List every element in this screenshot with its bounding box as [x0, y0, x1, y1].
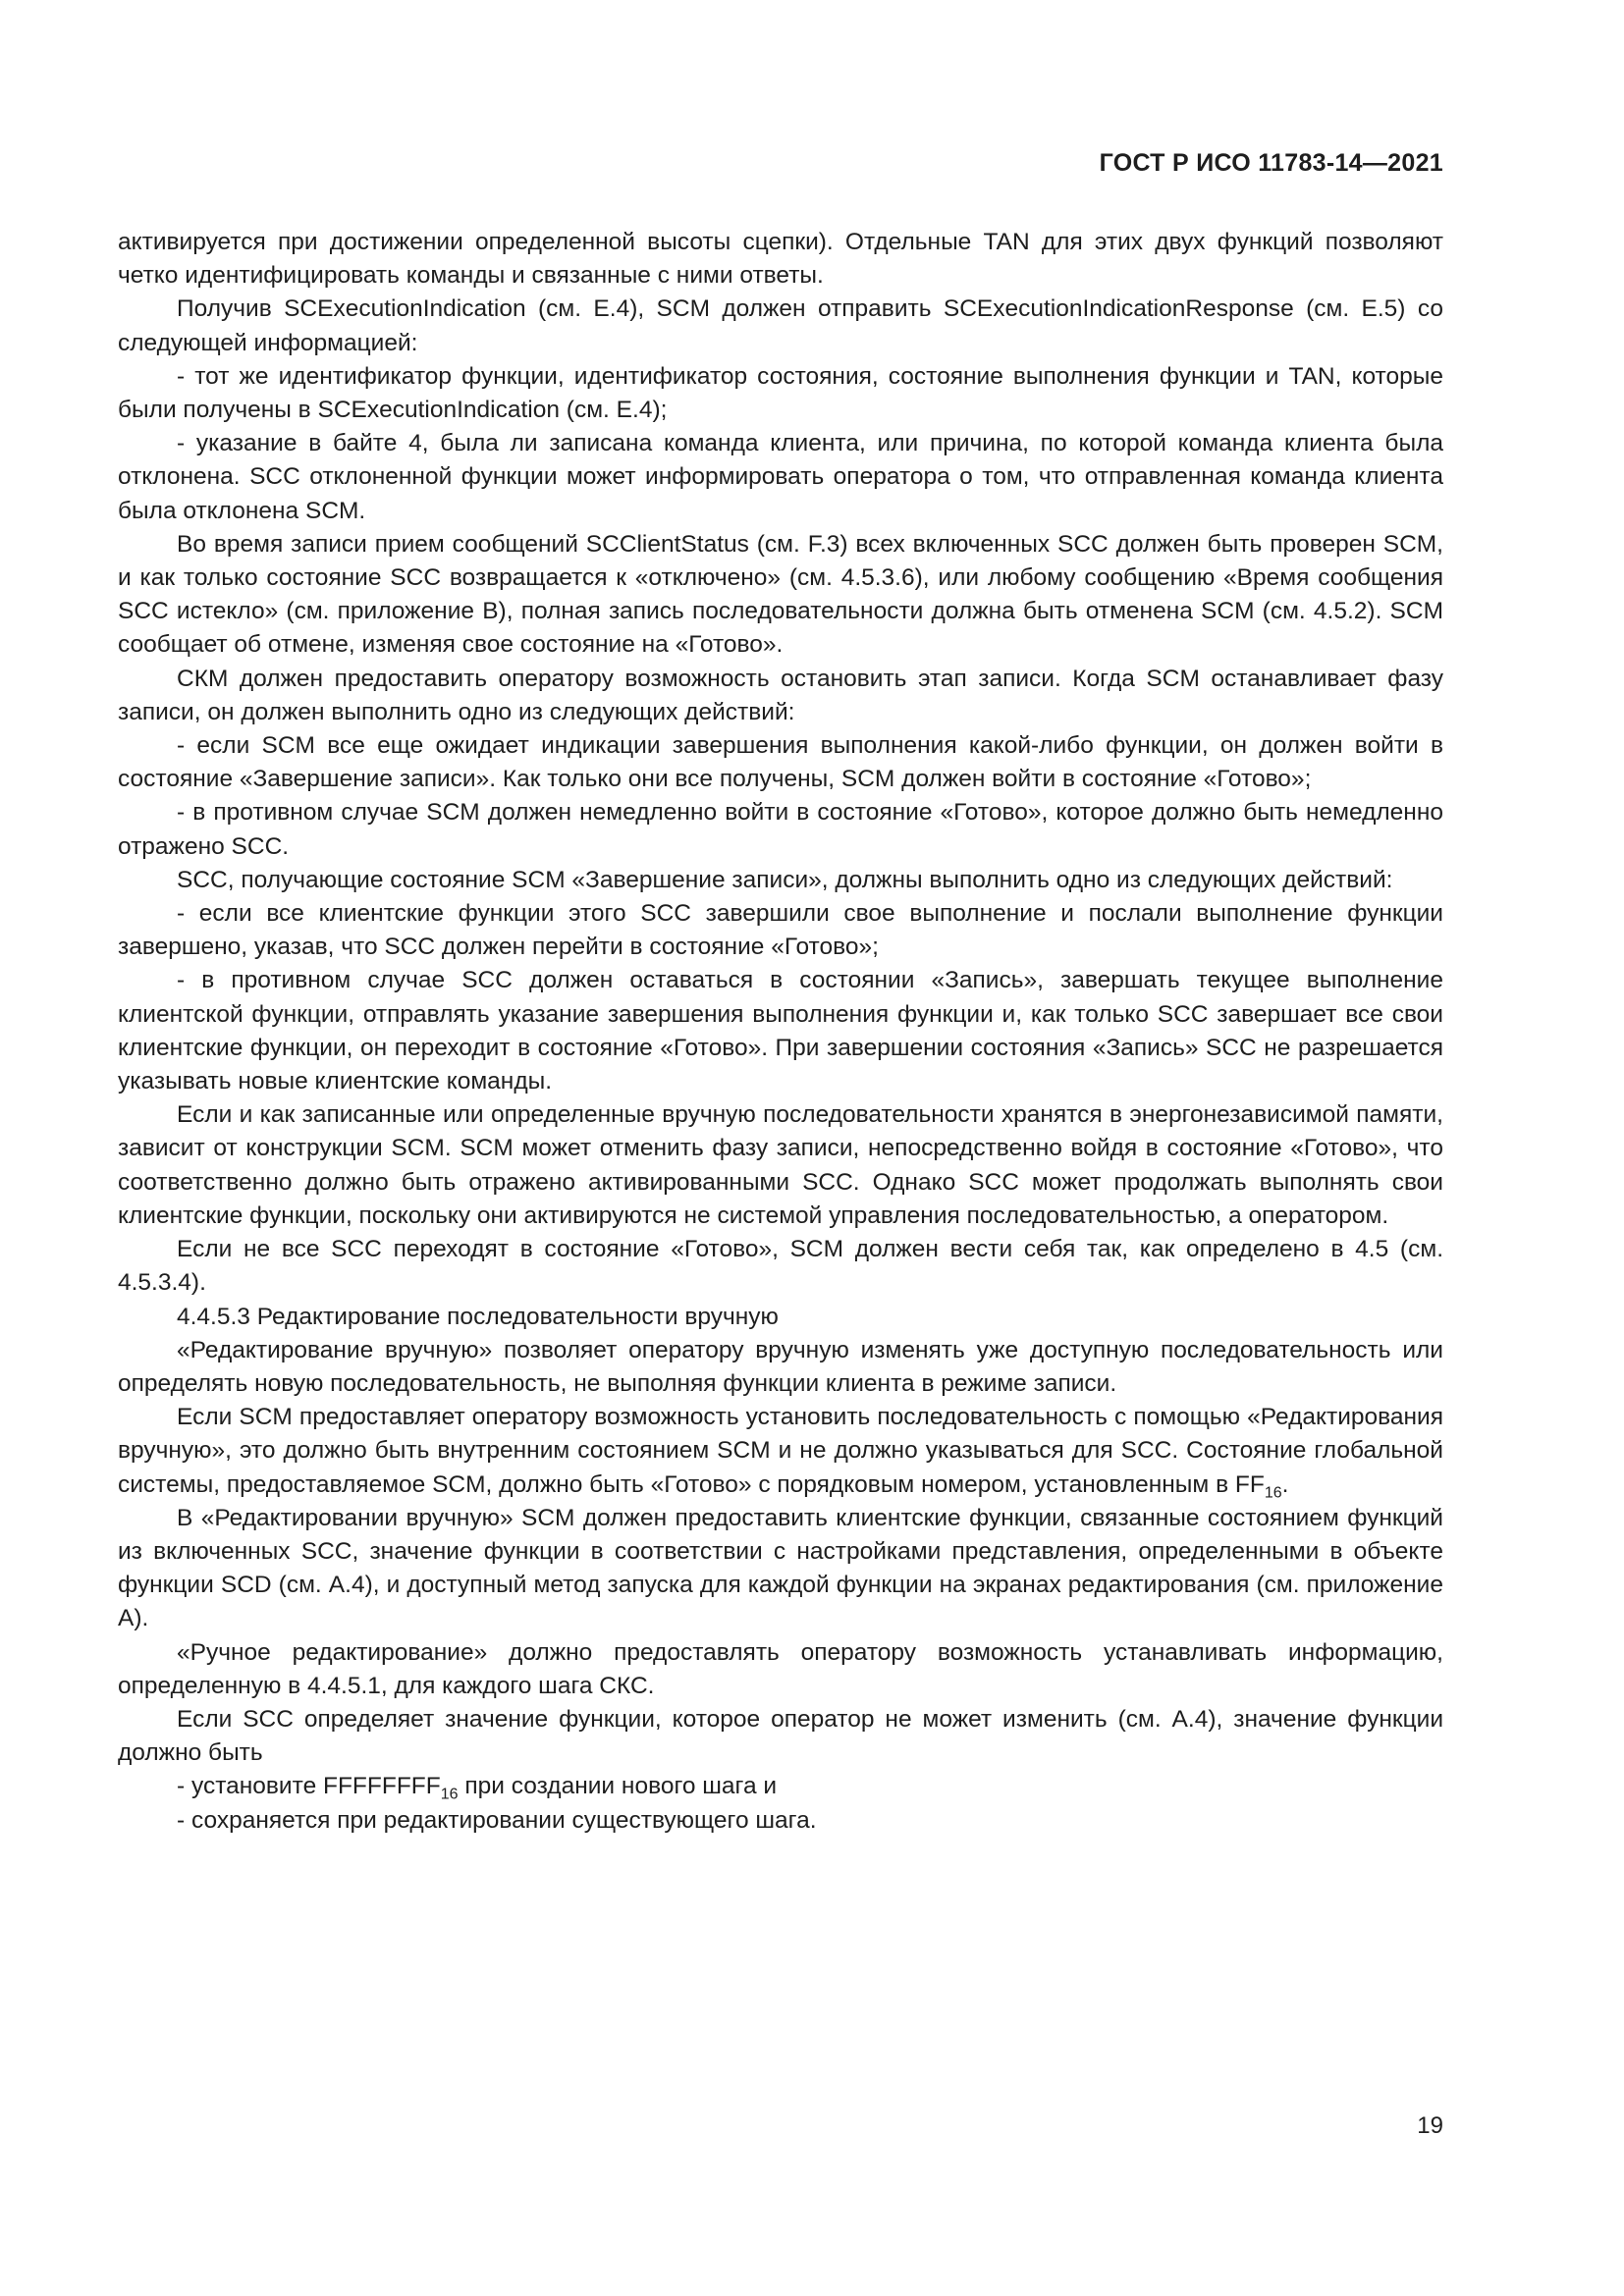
paragraph: - тот же идентификатор функции, идентификатор состояния, состояние выполнения функции и TAN, которые были получены в SCExecutionIndication (см. Е.4);: [118, 362, 1443, 424]
paragraph-text: Если SCM предоставляет оператору возможность установить последовательность с помощью «Редактирования вручную», это должно быть внутренним состоянием SCM и не должно указываться для SCC. Состояние глобальной системы, предоставляемое SCM, должно быть «Готово» с порядковым номером, установленным в FF: [118, 1404, 1443, 1498]
paragraph: Если SCC определяет значение функции, которое оператор не может изменить (см. А.4), значение функции должно быть: [118, 1705, 1443, 1767]
subscript: 16: [440, 1786, 459, 1803]
subscript: 16: [1264, 1484, 1282, 1502]
paragraph: СКМ должен предоставить оператору возможность остановить этап записи. Когда SCM останавливает фазу записи, он должен выполнить одно из следующих действий:: [118, 665, 1443, 725]
page-number: 19: [1417, 2112, 1443, 2139]
paragraph: - в противном случае SCM должен немедленно войти в состояние «Готово», которое должно быть немедленно отражено SCC.: [118, 799, 1443, 860]
list-item-tail: при создании нового шага и: [458, 1773, 778, 1800]
paragraph: - в противном случае SCC должен оставаться в состоянии «Запись», завершать текущее выполнение клиентской функции, отправлять указание завершения выполнения функции и, как только SCC завершает все свои клиентские функции, он переходит в состояние «Готово». При завершении состояния «Запись» SCC не разрешается указывать новые клиентские команды.: [118, 967, 1443, 1095]
paragraph: [118, 1401, 1443, 1502]
paragraph: - указание в байте 4, была ли записана команда клиента, или причина, по которой команда клиента была отклонена. SCC отклоненной функции может информировать оператора о том, что отправленная команда клиента была отклонена SCM.: [118, 430, 1443, 524]
paragraph: Если не все SCC переходят в состояние «Готово», SCM должен вести себя так, как определено в 4.5 (см. 4.5.3.4).: [118, 1236, 1443, 1297]
paragraph: - если SCM все еще ожидает индикации завершения выполнения какой-либо функции, он должен войти в состояние «Завершение записи». Как только они все получены, SCM должен войти в состояние «Готово»;: [118, 732, 1443, 793]
paragraph: «Редактирование вручную» позволяет оператору вручную изменять уже доступную последовательность или определять новую последовательность, не выполняя функции клиента в режиме записи.: [118, 1336, 1443, 1397]
paragraph: - если все клиентские функции этого SCC завершили свое выполнение и послали выполнение функции завершено, указав, что SCC должен перейти в состояние «Готово»;: [118, 900, 1443, 961]
paragraph: Во время записи прием сообщений SCClientStatus (см. F.3) всех включенных SCC должен быть проверен SCM, и как только состояние SCC возвращается к «отключено» (см. 4.5.3.6), или любому сообщению «Время сообщения SCC истекло» (см. приложение В), полная запись последовательности должна быть отменена SCM (см. 4.5.2). SCM сообщает об отмене, изменяя свое состояние на «Готово».: [118, 530, 1443, 659]
paragraph: Получив SCExecutionIndication (см. Е.4), SCM должен отправить SCExecutionIndicationResponse (см. Е.5) со следующей информацией:: [118, 295, 1443, 356]
paragraph-tail: .: [1281, 1470, 1289, 1498]
paragraph: «Ручное редактирование» должно предоставлять оператору возможность устанавливать информацию, определенную в 4.4.5.1, для каждого шага СКС.: [118, 1638, 1443, 1699]
list-item: [118, 1770, 1443, 1803]
paragraph: В «Редактировании вручную» SCM должен предоставить клиентские функции, связанные состоянием функций из включенных SCC, значение функции в соответствии с настройками представления, определенными в объекте функции SCD (см. А.4), и доступный метод запуска для каждой функции на экранах редактирования (см. приложение А).: [118, 1504, 1443, 1632]
paragraph: активируется при достижении определенной высоты сцепки). Отдельные TAN для этих двух функций позволяют четко идентифицировать команды и связанные с ними ответы.: [118, 229, 1443, 290]
document-header: ГОСТ Р ИСО 11783-14—2021: [1099, 149, 1443, 177]
paragraph: SCC, получающие состояние SCM «Завершение записи», должны выполнить одно из следующих действий:: [177, 866, 1393, 893]
paragraph: Если и как записанные или определенные вручную последовательности хранятся в энергонезависимой памяти, зависит от конструкции SCM. SCM может отменить фазу записи, непосредственно войдя в состояние «Готово», что соответственно должно быть отражено активированными SCC. Однако SCC может продолжать выполнять свои клиентские функции, поскольку они активируются не системой управления последовательностью, а оператором.: [118, 1101, 1443, 1229]
section-heading: 4.4.5.3 Редактирование последовательности вручную: [177, 1303, 779, 1330]
list-item-text: - установите FFFFFFFF: [177, 1773, 441, 1800]
list-item: - сохраняется при редактировании существующего шага.: [177, 1806, 817, 1834]
document-body: [118, 226, 1443, 1838]
